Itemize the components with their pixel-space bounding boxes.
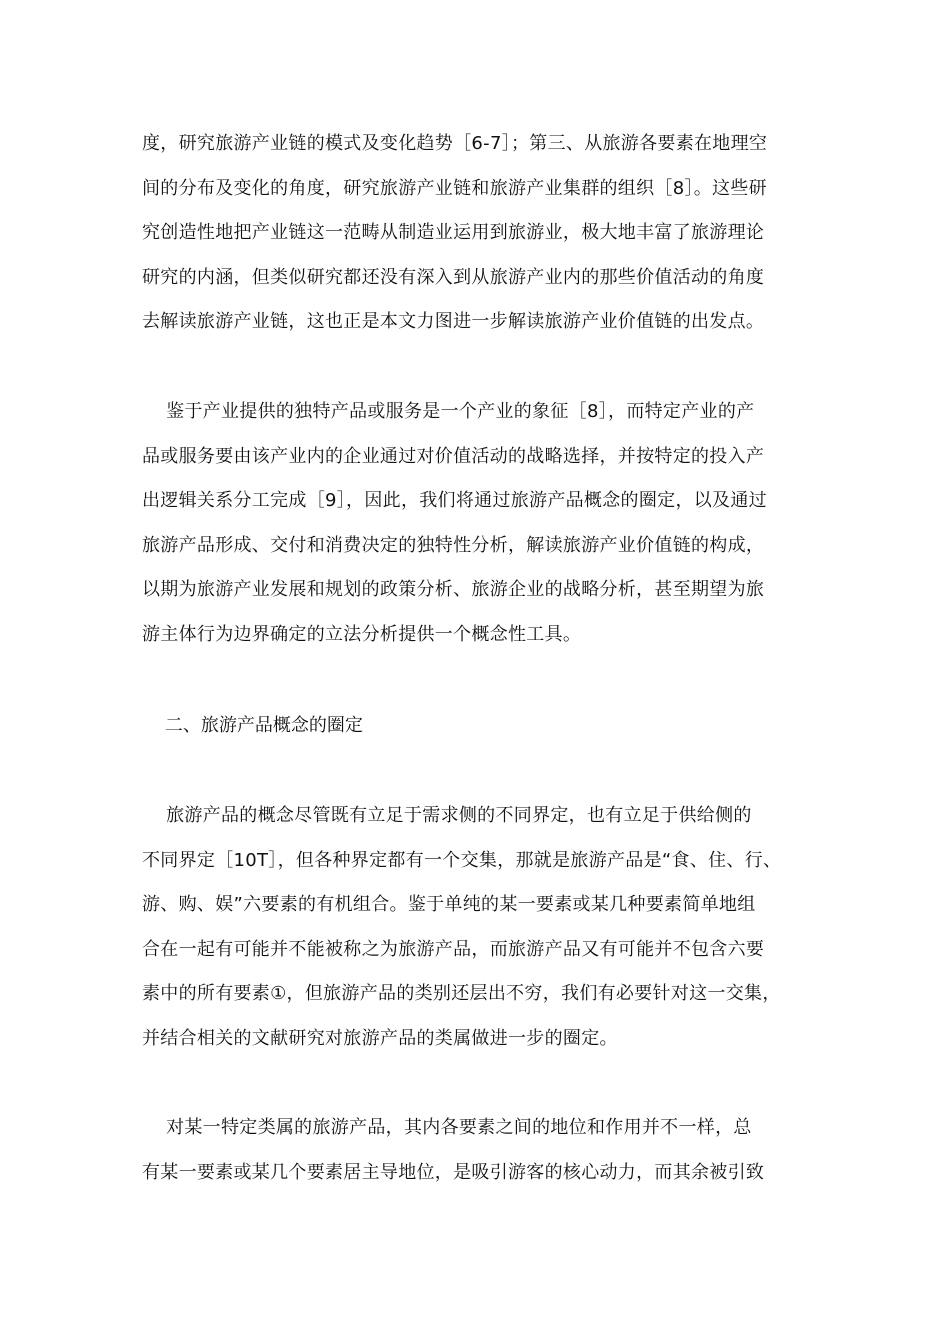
text-line: 游、购、娱”六要素的有机组合。鉴于单纯的某一要素或某几种要素简单地组 [142,894,756,916]
text-line: 游主体行为边界确定的立法分析提供一个概念性工具。 [142,623,582,645]
text-line: 对某一特定类属的旅游产品，其内各要素之间的地位和作用并不一样，总 [142,1117,752,1138]
text-line: 出逻辑关系分工完成［9］，因此，我们将通过旅游产品概念的圈定，以及通过 [142,490,767,512]
text-line: 旅游产品形成、交付和消费决定的独特性分析，解读旅游产业价值链的构成， [142,534,765,556]
text-line: 去解读旅游产业链，这也正是本文力图进一步解读旅游产业价值链的出发点。 [142,311,765,333]
text-line: 素中的所有要素①，但旅游产品的类别还层出不穷，我们有必要针对这一交集， [142,983,781,1005]
paragraph-2 [142,390,814,658]
text-line: 有某一要素或某几个要素居主导地位，是吸引游客的核心动力，而其余被引致 [142,1161,765,1183]
text-line: 研究的内涵，但类似研究都还没有深入到从旅游产业内的那些价值活动的角度 [142,266,765,288]
text-line: 鉴于产业提供的独特产品或服务是一个产业的象征［8］，而特定产业的产 [142,401,755,422]
paragraph-1 [142,122,814,345]
text-line: 究创造性地把产业链这一范畴从制造业运用到旅游业，极大地丰富了旅游理论 [142,222,765,244]
section-heading [142,704,814,749]
text-line: 并结合相关的文献研究对旅游产品的类属做进一步的圈定。 [142,1027,618,1049]
text-line: 以期为旅游产业发展和规划的政策分析、旅游企业的战略分析，甚至期望为旅 [142,579,765,601]
text-line: 不同界定［10T］，但各种界定都有一个交集，那就是旅游产品是“食、住、行、 [142,849,782,871]
text-line: 度，研究旅游产业链的模式及变化趋势［6-7］；第三、从旅游各要素在地理空 [142,133,768,154]
text-line: 合在一起有可能并不能被称之为旅游产品，而旅游产品又有可能并不包含六要 [142,938,765,960]
paragraph-3 [142,794,814,1062]
text-line: 间的分布及变化的角度，研究旅游产业链和旅游产业集群的组织［8］。这些研 [142,177,767,199]
section-heading-text: 二、旅游产品概念的圈定 [142,715,363,736]
text-line: 品或服务要由该产业内的企业通过对价值活动的战略选择，并按特定的投入产 [142,445,765,467]
paragraph-4 [142,1106,814,1195]
text-line: 旅游产品的概念尽管既有立足于需求侧的不同界定，也有立足于供给侧的 [142,805,752,826]
